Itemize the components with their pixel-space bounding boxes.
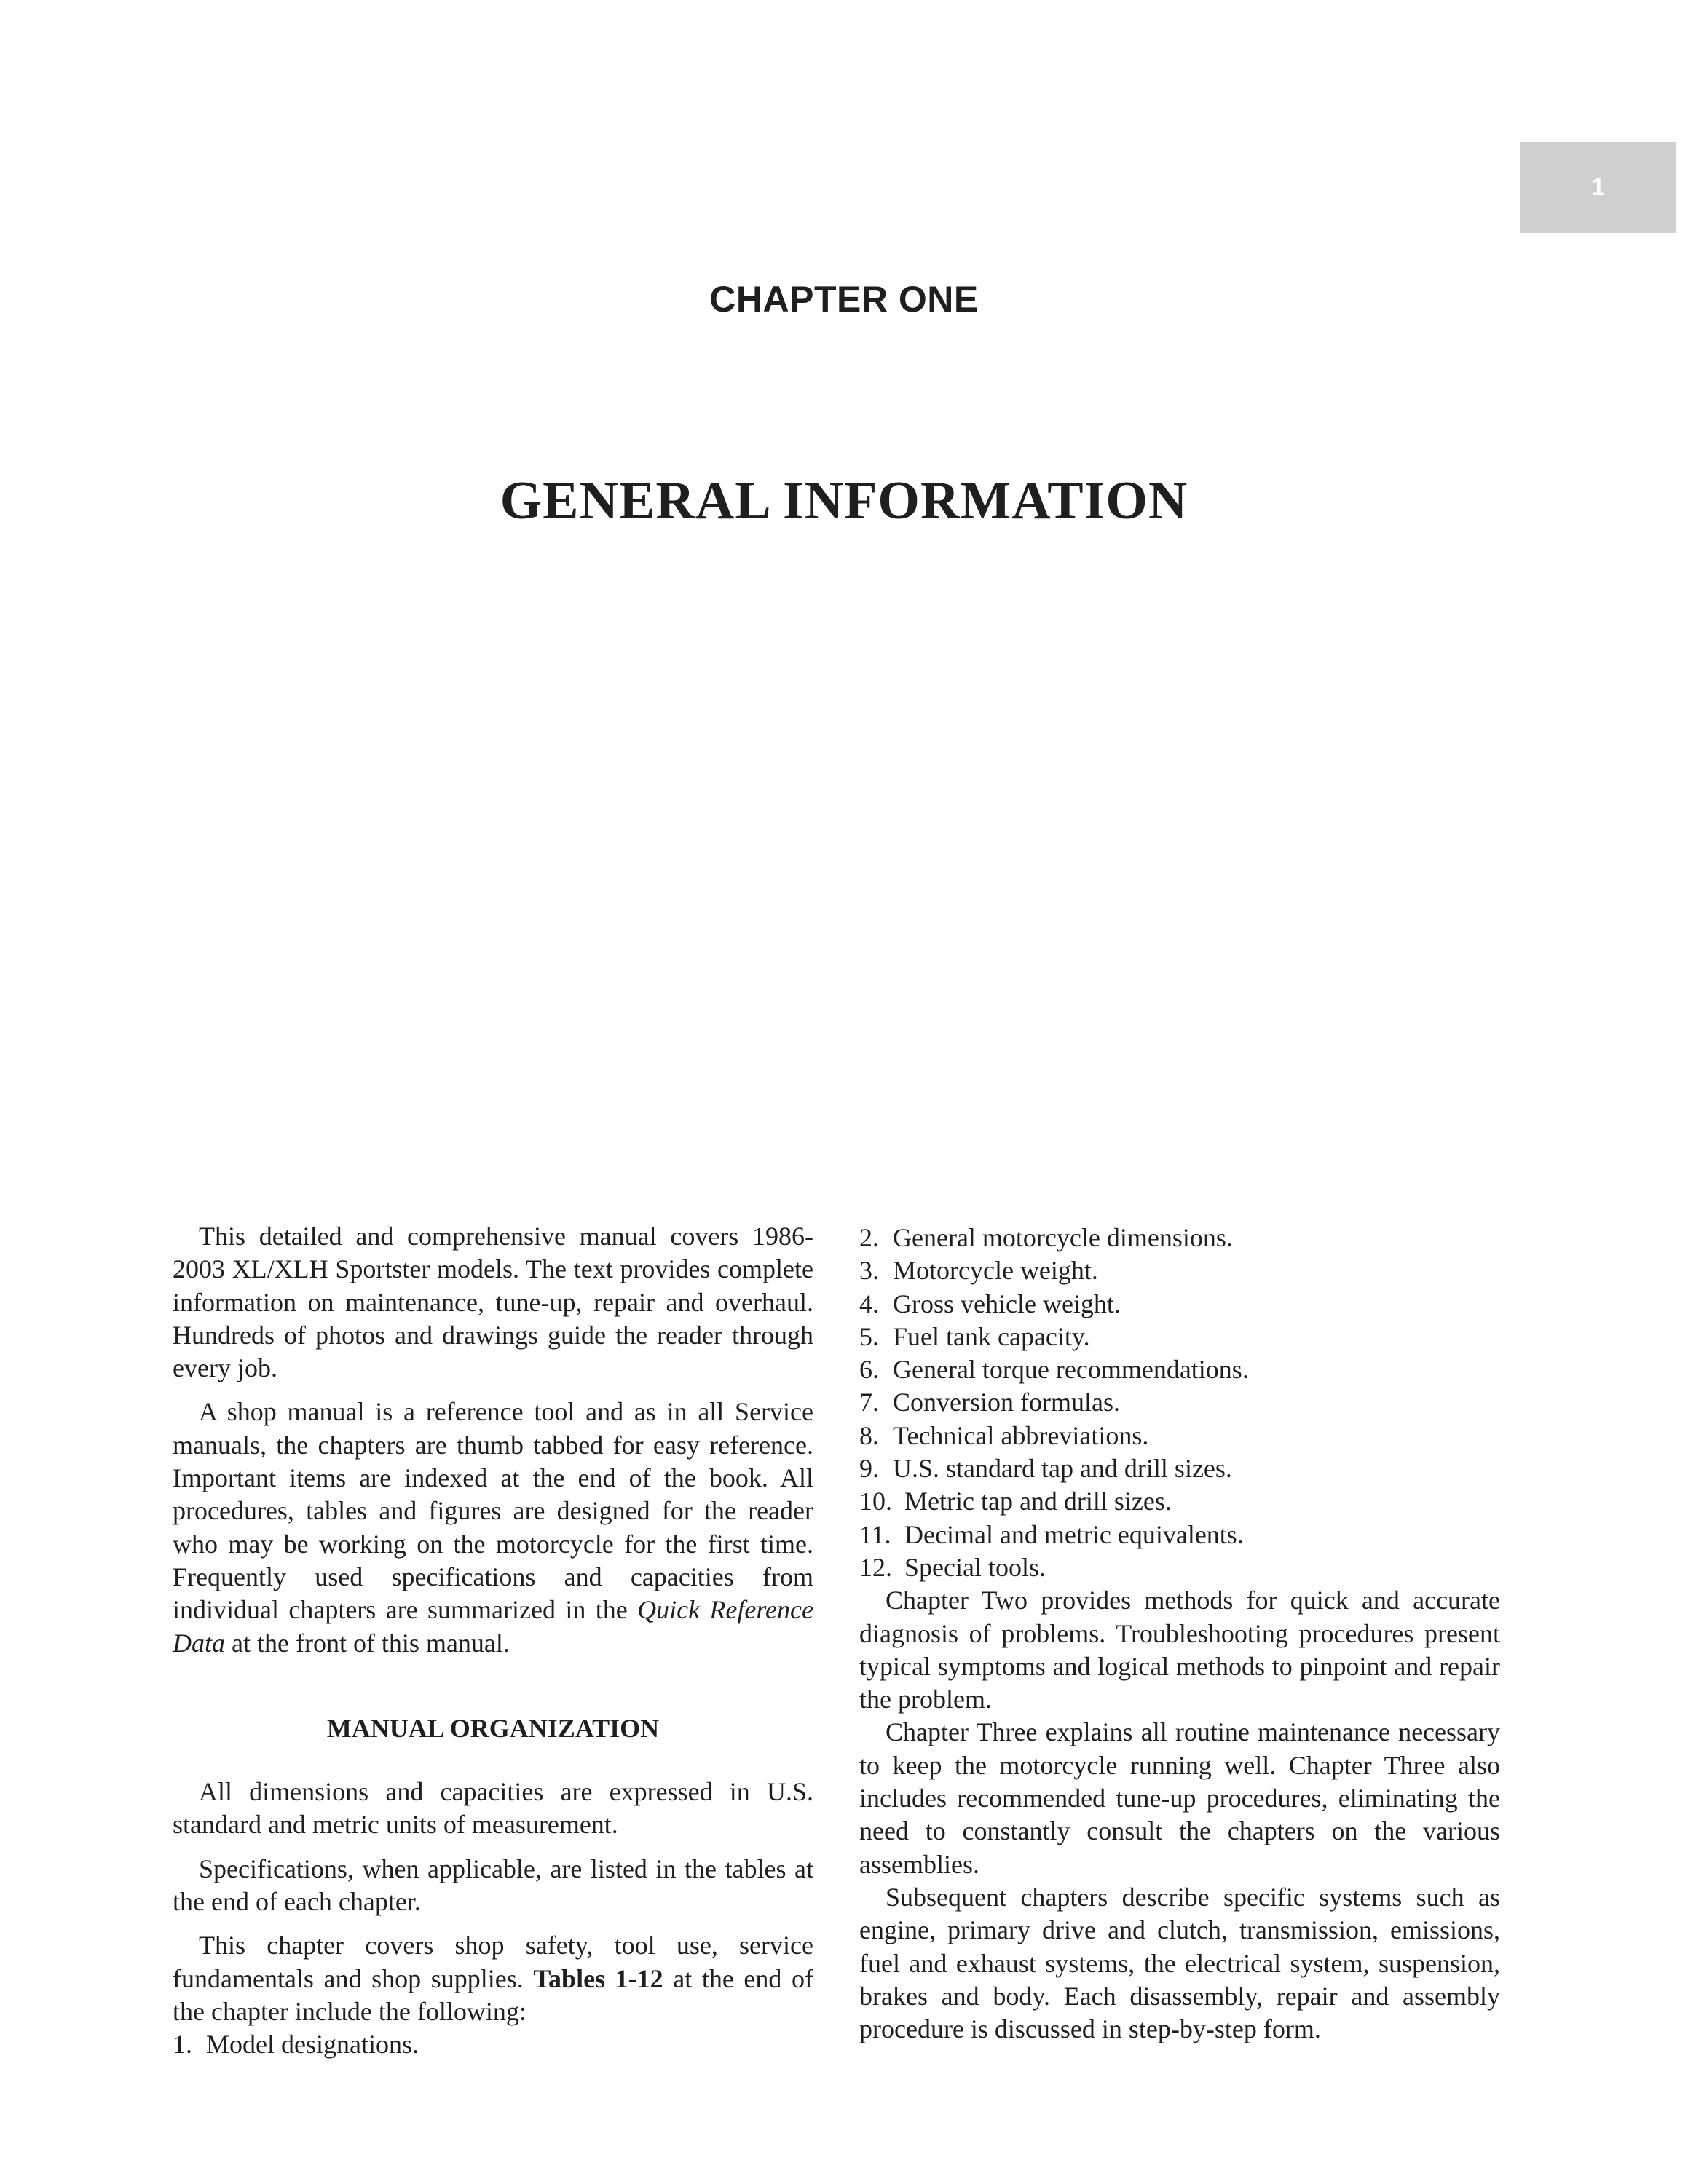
organization-paragraph-2: Specifications, when applicable, are listed in the tables at the end of each chapter.: [173, 1853, 813, 1917]
list-item: [859, 1254, 1500, 1287]
thumb-tab-number: 1: [1591, 173, 1605, 201]
list-item-number: 8.: [859, 1420, 879, 1450]
intro-paragraph-2: [173, 1396, 813, 1659]
list-item-text: General motorcycle dimensions.: [893, 1223, 1233, 1252]
list-item: [859, 1420, 1500, 1452]
chapter-two-paragraph: Chapter Two provides methods for quick and accurate diagnosis of problems. Troubleshooting procedures present typical symptoms and logical methods to pinpoint and repair the problem.: [859, 1586, 1500, 1714]
quick-reference-data-emphasis: Quick Reference Data: [173, 1595, 813, 1658]
tables-reference: Tables 1-12: [533, 1963, 663, 1993]
list-item-number: 3.: [859, 1256, 879, 1286]
list-item: [859, 1551, 1500, 1584]
organization-paragraph-3-text-a: This chapter covers shop safety, tool use, service fundamentals and shop supplies.: [173, 1931, 813, 1993]
list-item-text: Motorcycle weight.: [893, 1256, 1098, 1286]
list-item-text: Special tools.: [904, 1552, 1046, 1582]
list-item: [859, 1288, 1500, 1321]
organization-paragraph-3: [173, 1929, 813, 2028]
list-item-text: Decimal and metric equivalents.: [904, 1519, 1244, 1549]
organization-paragraph-3-text-b: at the end of the chapter include the following:: [173, 1963, 813, 2026]
list-item-text: U.S. standard tap and drill sizes.: [893, 1454, 1232, 1484]
list-item: [859, 1485, 1500, 1518]
subsequent-chapters-paragraph: Subsequent chapters describe specific systems such as engine, primary drive and clutch, transmission, emissions, fuel and exhaust systems, the electrical system, suspension, brakes and body. Each disassembly, repair and assembly procedure is discussed in step-by-step form.: [859, 1882, 1500, 2044]
list-item-number: 5.: [859, 1321, 879, 1351]
list-item-number: 11.: [859, 1519, 891, 1549]
list-item-number: 6.: [859, 1355, 879, 1385]
list-item: [859, 1386, 1500, 1419]
list-item: [859, 1452, 1500, 1485]
intro-paragraph-2-text-a: A shop manual is a reference tool and as in all Service manuals, the chapters are thumb tabbed for easy reference. Important items are indexed at the end of the book. All procedures, tables and figures are designed for the reader who may be working on the motorcycle for the first time. Frequently used specifications and capacities from individual chapters are summarized in the: [173, 1397, 813, 1625]
list-item-text: Gross vehicle weight.: [893, 1289, 1121, 1318]
list-item-text: Technical abbreviations.: [893, 1420, 1149, 1450]
list-item-number: 4.: [859, 1289, 879, 1318]
intro-paragraph-2-text-b: at the front of this manual.: [225, 1628, 510, 1658]
chapter-three-paragraph: Chapter Three explains all routine maintenance necessary to keep the motorcycle running well. Chapter Three also includes recommended tune-up procedures, eliminating the need to constantly consult the chapters on the various assemblies.: [859, 1717, 1500, 1879]
chapter-title: GENERAL INFORMATION: [500, 471, 1188, 531]
list-item-number: 2.: [859, 1223, 879, 1252]
chapter-number: CHAPTER ONE: [709, 279, 979, 320]
list-item: [859, 1321, 1500, 1353]
right-column: [859, 1220, 1500, 2046]
section-heading-manual-organization: MANUAL ORGANIZATION: [326, 1713, 660, 1743]
list-item-number: 10.: [859, 1487, 892, 1516]
list-item: [859, 1519, 1500, 1551]
list-item: [859, 1353, 1500, 1386]
list-item-number: 9.: [859, 1454, 879, 1484]
tables-list-start: [173, 2028, 813, 2061]
list-item-number: 1.: [173, 2030, 192, 2060]
left-column: [173, 1220, 813, 2062]
list-item-text: Conversion formulas.: [893, 1388, 1120, 1417]
list-item: [859, 1222, 1500, 1254]
list-item-number: 7.: [859, 1388, 879, 1417]
intro-paragraph-1: This detailed and comprehensive manual covers 1986-2003 XL/XLH Sportster models. The text provides complete information on maintenance, tune-up, repair and overhaul. Hundreds of photos and drawings guide the reader through every job.: [173, 1222, 813, 1383]
list-item: [173, 2028, 813, 2061]
list-item-number: 12.: [859, 1552, 892, 1582]
organization-paragraph-1: All dimensions and capacities are expressed in U.S. standard and metric units of measurement.: [173, 1777, 813, 1840]
list-item-text: Fuel tank capacity.: [893, 1321, 1090, 1351]
list-item-text: General torque recommendations.: [893, 1355, 1249, 1385]
chapter-thumb-tab: [1520, 142, 1676, 233]
tables-list-continued: [859, 1222, 1500, 1584]
list-item-text: Metric tap and drill sizes.: [904, 1487, 1172, 1516]
list-item-text: Model designations.: [206, 2030, 419, 2060]
